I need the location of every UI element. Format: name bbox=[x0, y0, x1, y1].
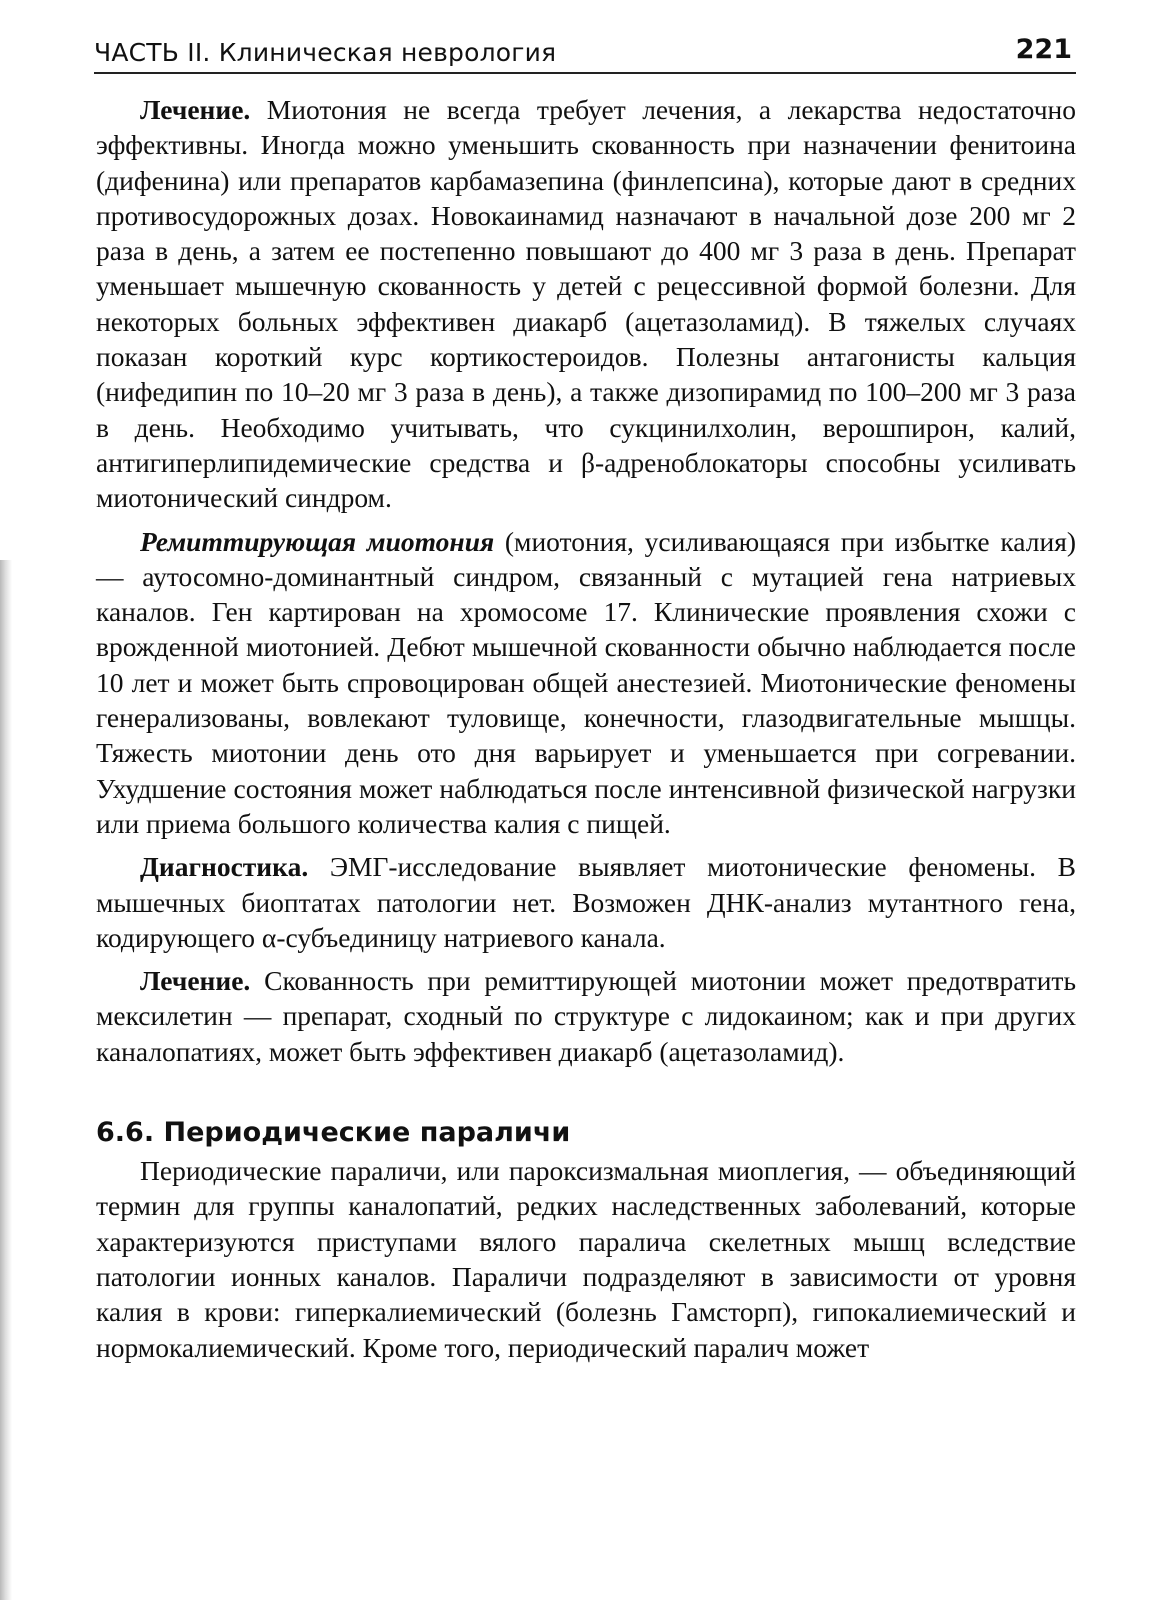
paragraph-text: Миотония не всегда требует лечения, а лекарства недостаточно эффективны. Иногда можно уменьшить скованность при назначении фенитоина (дифенина) или препаратов карбамазепина (финлепсина), которые дают в средних противосудорожных дозах. Новокаинамид назначают в начальной дозе 200 мг 2 раза в день, а затем ее постепенно повышают до 400 мг 3 раза в день. Препарат уменьшает мышечную скованность у детей с рецессивной формой болезни. Для некоторых больных эффективен диакарб (ацетазоламид). В тяжелых случаях показан короткий курс кортикостероидов. Полезны антагонисты кальция (нифедипин по 10–20 мг 3 раза в день), а также дизопирамид по 100–200 мг 3 раза в день. Необходимо учитывать, что сукцинилхолин, верошпирон, калий, антигиперлипидемические средства и β-адреноблокаторы способны усиливать миотонический синдром. bbox=[96, 94, 1076, 514]
paragraph-lead: Диагностика. bbox=[140, 851, 309, 883]
paragraph-lead: Лечение. bbox=[140, 94, 251, 125]
paragraph-text: (миотония, усиливающаяся при избытке калия) — аутосомно-доминантный синдром, связанный с мутацией гена натриевых каналов. Ген картирован на хромосоме 17. Клинические проявления схожи с врожденной миотонией. Дебют мышечной скованности обычно наблюдается после 10 лет и может быть спровоцирован общей анестезией. Миотонические феномены генерализованы, вовлекают туловище, конечности, глазодвигательные мышцы. Тяжесть миотонии день ото дня варьирует и уменьшается при согревании. Ухудшение состояния может наблюдаться после интенсивной физической нагрузки или приема большого количества калия с пищей. bbox=[96, 525, 1076, 839]
paragraph-text: ЭМГ-исследование выявляет миотонические феномены. В мышечных биоптатах патологии нет. Возможен ДНК-анализ мутантного гена, кодирующего α-субъединицу натриевого канала. bbox=[96, 851, 1076, 953]
section-heading: 6.6. Периодические параличи bbox=[96, 1117, 571, 1149]
paragraph-text: Скованность при ремиттирующей миотонии может предотвратить мексилетин — препарат, сходный по структуре с лидокаином; как и при других каналопатиях, может быть эффективен диакарб (ацетазоламид). bbox=[96, 965, 1076, 1067]
paragraph-lead: Лечение. bbox=[140, 965, 251, 997]
page-number: 221 bbox=[1015, 34, 1072, 65]
paragraph-treatment-2 bbox=[96, 963, 1076, 1069]
paragraph-periodic-paralysis: Периодические параличи, или пароксизмальная миоплегия, — объединяющий термин для группы каналопатий, редких наследственных заболеваний, которые характеризуются приступами вялого паралича скелетных мышц вследствие патологии ионных каналов. Параличи подразделяют в зависимости от уровня калия в крови: гиперкалиемический (болезнь Гамсторп), гипокалиемический и нормокалиемический. Кроме того, периодический паралич может bbox=[96, 1155, 1076, 1363]
running-header-title: ЧАСТЬ II. Клиническая неврология bbox=[94, 38, 557, 67]
running-header bbox=[94, 34, 1076, 74]
scan-edge-shadow bbox=[0, 560, 12, 1600]
paragraph-remitting-myotonia bbox=[96, 524, 1076, 842]
paragraph-diagnostics bbox=[96, 849, 1076, 955]
paragraph-lead: Ремиттирующая миотония bbox=[140, 525, 495, 557]
page-body bbox=[96, 92, 1076, 1365]
paragraph-treatment bbox=[96, 92, 1076, 516]
